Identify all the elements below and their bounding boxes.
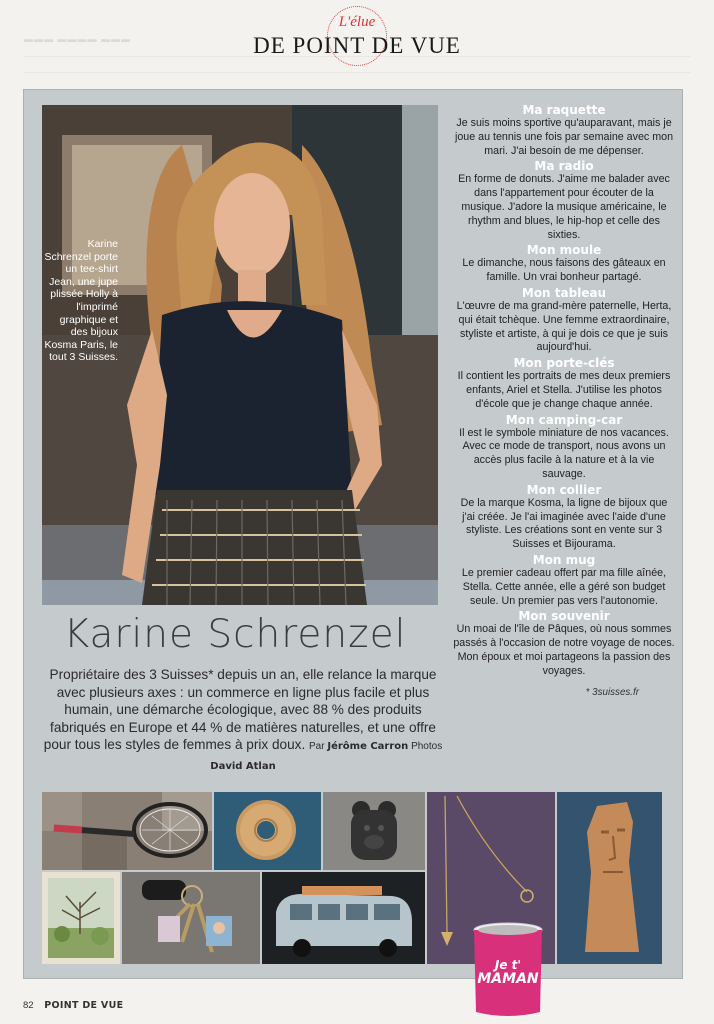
rubric-title: DE POINT DE VUE <box>253 33 461 58</box>
section-title-moule: Mon moule <box>526 243 602 258</box>
article-title: Karine Schrenzel <box>63 612 407 657</box>
section-title-mug: Mon mug <box>532 552 596 567</box>
section-title-souvenir: Mon souvenir <box>518 609 610 624</box>
page-footer <box>23 1000 123 1011</box>
rubric-kicker: L'élue <box>338 14 376 30</box>
section-body-raquette: Je suis moins sportive qu'auparavant, mais je joue au tennis une fois par semaine avec mon mari. J'ai besoin de me dépenser. <box>454 117 674 157</box>
byline-photographer: David Atlan <box>210 760 276 772</box>
section-body-souvenir: Un moai de l'île de Pâques, où nous sommes passés à l'occasion de notre voyage de noces. Mon époux et moi partageons la passion des voyages. <box>453 623 675 677</box>
section-title-raquette: Ma raquette <box>522 103 606 117</box>
bear-mould-photo <box>323 792 425 870</box>
donut-radio-photo <box>214 792 321 870</box>
mug-text <box>470 958 546 986</box>
page-number: 82 <box>23 1000 34 1011</box>
section-title-tableau: Mon tableau <box>521 285 607 300</box>
racket-photo <box>42 792 212 870</box>
byline-author: Jérôme Carron <box>327 741 409 753</box>
camping-car-photo <box>262 872 425 964</box>
lead-text: Propriétaire des 3 Suisses* depuis un an, elle relance la marque avec plusieurs axes : un commerce en ligne plus facile et plus humain, une démarche écologique, avec 88 % des produits fabriqués en Europe et 44 % de matières naturelles, et une offre pour tous les styles de femmes à prix doux. <box>43 667 437 753</box>
bleed-through-text: ▬▬▬ ▬▬▬▬ ▬▬▬ <box>24 34 132 44</box>
mug-text-line2: MAMAN <box>477 971 539 987</box>
section-body-camping-car: Il est le symbole miniature de nos vacances. Avec ce mode de transport, nous avons un accès plus facile à la nature et à la vie sauvage. <box>459 426 669 480</box>
section-title-collier: Mon collier <box>526 482 602 497</box>
photo-caption: Karine Schrenzel porte un tee-shirt Jean, une jupe plissée Holly à l'imprimé graphique et des bijoux Kosma Paris, le tout 3 Suisses. <box>44 238 118 364</box>
section-title-camping-car: Mon camping-car <box>505 412 623 427</box>
byline-photos-label: Photos <box>411 741 443 753</box>
bleed-through-rule <box>24 72 690 73</box>
section-body-radio: En forme de donuts. J'aime me balader avec dans l'appartement pour écouter de la musique. J'adore la musique américaine, le rhythm and blues, le hip-hop et celle des sixties. <box>458 173 670 241</box>
section-body-collier: De la marque Kosma, la ligne de bijoux que j'ai créée. Je l'ai imaginée avec l'aide d'une styliste. Les créations sont en vente sur 3 Suisses et Bijourama. <box>460 496 668 551</box>
footnote: * 3suisses.fr <box>585 686 639 698</box>
article-lead <box>42 666 444 776</box>
section-body-porte-cles: Il contient les portraits de mes deux premiers enfants, Ariel et Stella. J'utilise les photos d'école que je change chaque année. <box>457 370 671 410</box>
section-title-radio: Ma radio <box>534 159 594 174</box>
moai-photo <box>557 792 662 964</box>
section-title-porte-cles: Mon porte-clés <box>513 356 615 371</box>
section-body-moule: Le dimanche, nous faisons des gâteaux en famille. Un vrai bonheur partagé. <box>462 257 666 284</box>
painting-photo <box>42 872 120 964</box>
section-body-mug: Le premier cadeau offert par ma fille aînée, Stella. Cette année, elle a géré son budget seule. Un premier pas vers l'autonomie. <box>461 566 667 607</box>
byline-par: Par <box>309 741 325 753</box>
section-body-tableau: L'œuvre de ma grand-mère paternelle, Herta, qui était tchèque. Une femme extraordinaire, styliste et artiste, à qui je dois ce que je suis aujourd'hui. <box>456 299 672 354</box>
objects-column <box>453 103 675 698</box>
keychain-photo <box>122 872 260 964</box>
mug-text-line1: Je t' <box>494 958 522 972</box>
magazine-brand: POINT DE VUE <box>44 1000 124 1011</box>
